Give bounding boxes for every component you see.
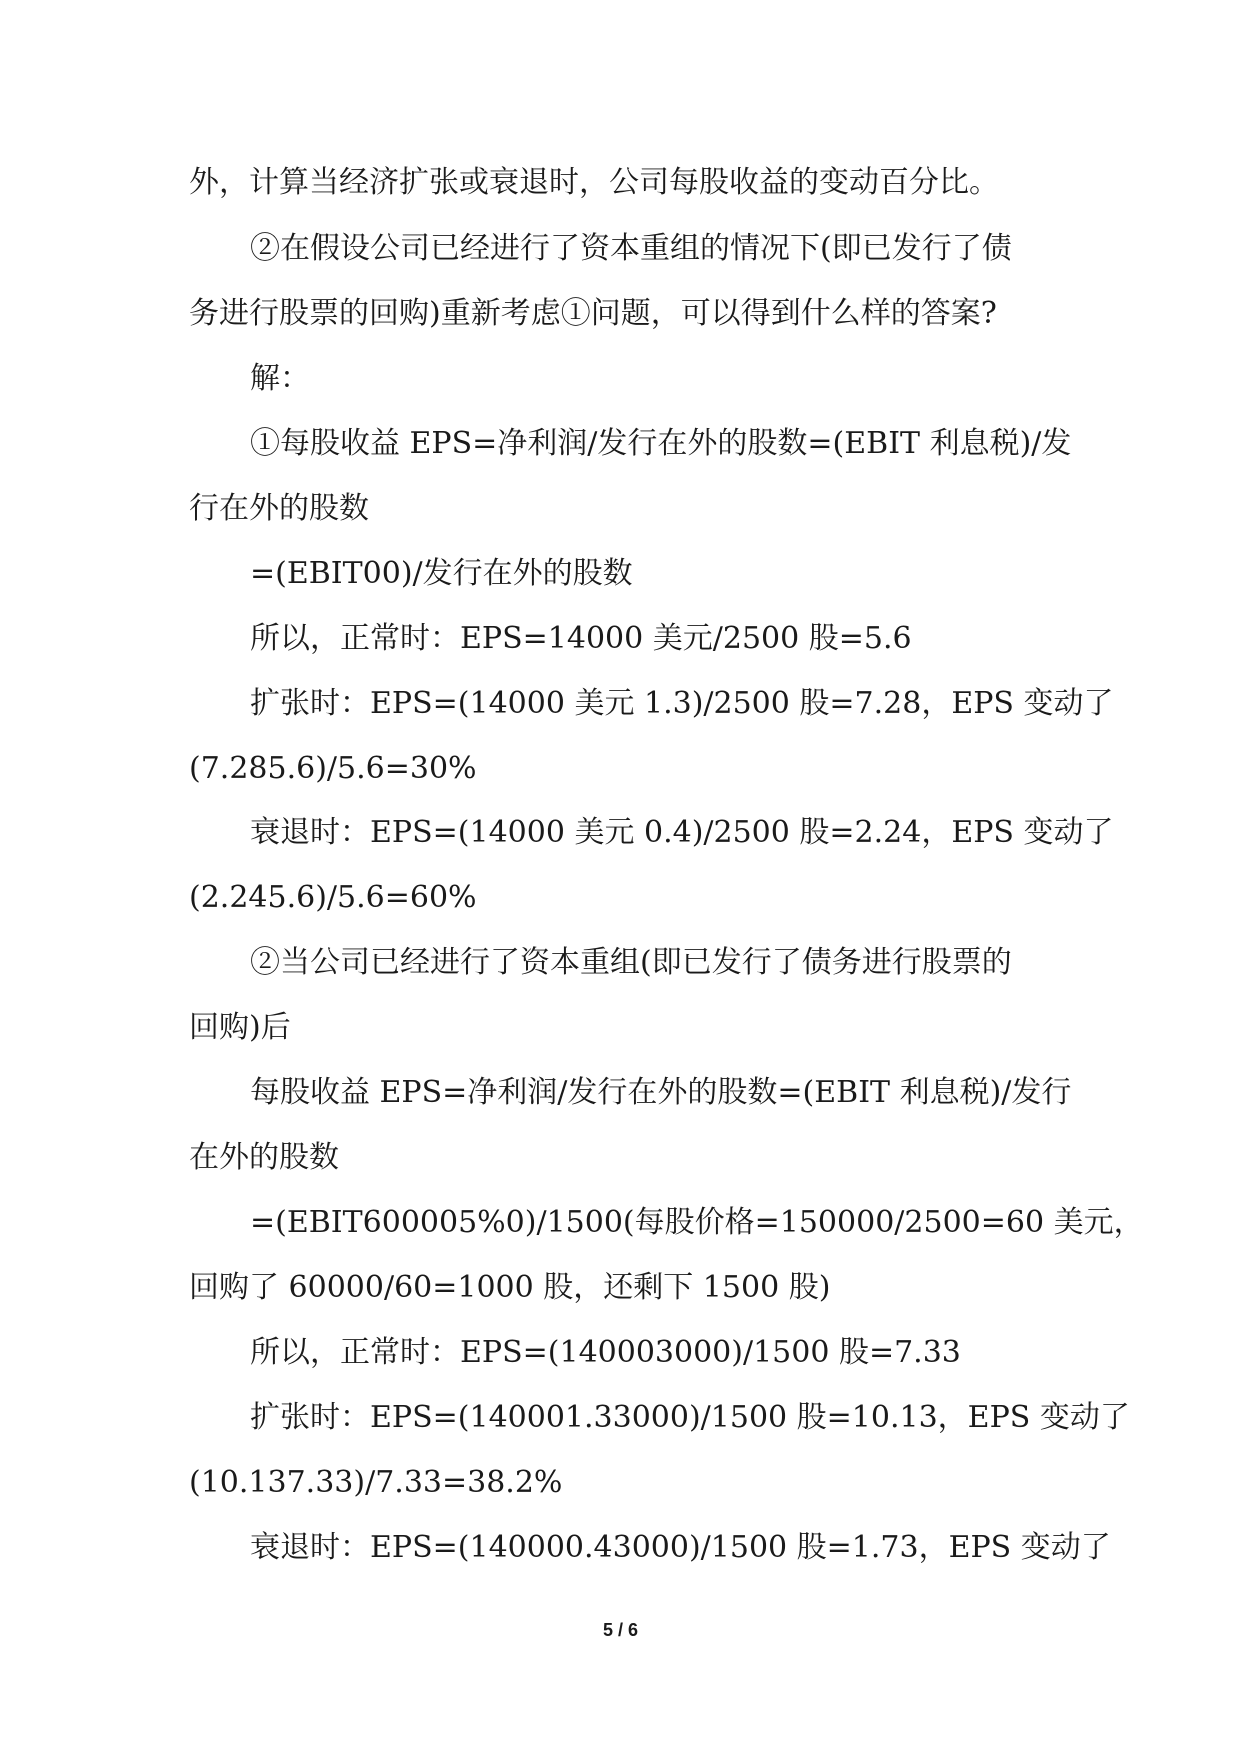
body-text-line: ②在假设公司已经进行了资本重组的情况下(即已发行了债: [250, 231, 1012, 266]
body-text-line: =(EBIT600005%0)/1500(每股价格=150000/2500=60 美元，: [250, 1205, 1144, 1240]
body-text-line: =(EBIT00)/发行在外的股数: [250, 556, 633, 591]
body-text-line: 每股收益 EPS=净利润/发行在外的股数=(EBIT 利息税)/发行: [250, 1075, 1072, 1110]
body-text-line: 外，计算当经济扩张或衰退时，公司每股收益的变动百分比。: [189, 165, 999, 200]
body-text-line: 扩张时：EPS=(14000 美元 1.3)/2500 股=7.28，EPS 变动了: [250, 686, 1114, 721]
body-text-line: 回购)后: [189, 1010, 291, 1045]
body-text-line: 务进行股票的回购)重新考虑①问题，可以得到什么样的答案?: [189, 296, 997, 331]
body-text-line: 衰退时：EPS=(14000 美元 0.4)/2500 股=2.24，EPS 变动了: [250, 815, 1114, 850]
body-text-line: 回购了 60000/60=1000 股，还剩下 1500 股): [189, 1270, 831, 1305]
body-text-line: 在外的股数: [189, 1140, 339, 1175]
body-text-line: 衰退时：EPS=(140000.43000)/1500 股=1.73，EPS 变动了: [250, 1530, 1111, 1565]
body-text-line: (10.137.33)/7.33=38.2%: [189, 1465, 563, 1500]
body-text-line: 所以，正常时：EPS=(140003000)/1500 股=7.33: [250, 1335, 961, 1370]
body-text-line: ①每股收益 EPS=净利润/发行在外的股数=(EBIT 利息税)/发: [250, 426, 1072, 461]
body-text-line: 扩张时：EPS=(140001.33000)/1500 股=10.13，EPS 变动了: [250, 1400, 1130, 1435]
body-text-line: 所以，正常时：EPS=14000 美元/2500 股=5.6: [250, 621, 912, 656]
body-text-line: ②当公司已经进行了资本重组(即已发行了债务进行股票的: [250, 945, 1012, 980]
page-number: 5 / 6: [602, 1620, 639, 1640]
body-text-line: 行在外的股数: [189, 491, 369, 526]
body-text-line: 解：: [250, 361, 310, 396]
body-text-line: (7.285.6)/5.6=30%: [189, 751, 477, 786]
body-text-line: (2.245.6)/5.6=60%: [189, 880, 477, 915]
